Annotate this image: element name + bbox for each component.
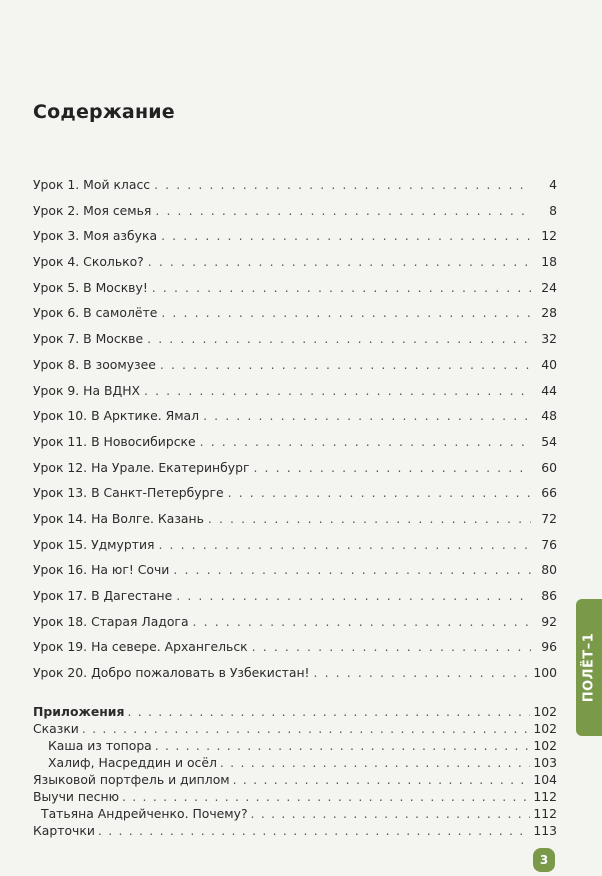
toc-entry[interactable] [33,403,557,429]
toc-entry-page: 44 [541,382,557,398]
toc-entry-label: Сказки [33,721,79,736]
toc-entry-label: Урок 16. На юг! Сочи [33,562,170,578]
toc-entry-page: 92 [541,613,557,629]
toc-entry-label: Урок 1. Мой класс [33,177,151,192]
toc-entry[interactable] [33,737,557,754]
toc-entry[interactable] [33,378,557,404]
toc-entry[interactable] [33,455,557,481]
dot-leader [251,805,531,822]
toc-entry-label: Урок 10. В Арктике. Ямал [33,408,200,424]
appendix-list [33,703,557,839]
dot-leader [147,326,531,352]
toc-entry-page: 28 [541,305,557,321]
toc-entry-label: Урок 5. В Москву! [33,279,148,295]
toc-entry[interactable] [33,720,557,737]
toc-entry-page: 86 [541,588,557,603]
dot-leader [193,609,531,635]
dot-leader [161,300,531,326]
toc-entry[interactable] [33,532,557,558]
toc-entry-label: Каша из топора [48,738,152,753]
toc-entry[interactable] [33,326,557,352]
toc-entry-page: 112 [533,806,557,821]
toc-entry[interactable] [33,660,557,686]
section-side-tab [576,599,602,736]
dot-leader [144,378,531,404]
toc-entry-label: Урок 2. Моя семья [33,202,152,218]
dot-leader [228,480,531,506]
toc-entry-page: 96 [541,639,557,655]
toc-entry[interactable] [33,480,557,506]
toc-entry-label: Урок 9. На ВДНХ [33,382,141,398]
toc-entry[interactable] [33,634,557,660]
dot-leader [200,429,531,455]
toc-entry[interactable] [33,771,557,788]
dot-leader [233,771,531,788]
dot-leader [208,506,531,532]
toc-entry[interactable] [33,506,557,532]
toc-entry-page: 8 [549,202,557,218]
dot-leader [220,754,530,771]
toc-entry-page: 60 [541,459,557,475]
toc-entry-page: 104 [533,772,557,787]
dot-leader [148,249,531,275]
dot-leader [253,455,531,481]
toc-entry-label: Урок 11. В Новосибирске [33,433,196,449]
toc-entry-label: Урок 12. На Урале. Екатеринбург [33,459,250,475]
dot-leader [314,660,530,686]
section-side-tab-label: ПОЛЁТ–1 [581,632,597,703]
toc-entry[interactable] [33,223,557,249]
toc-entry-page: 76 [541,536,557,552]
dot-leader [127,703,530,720]
toc-entry-label: Урок 17. В Дагестане [33,588,173,603]
toc-entry[interactable] [33,609,557,635]
page-number-badge: 3 [533,848,555,872]
dot-leader [160,352,531,378]
dot-leader [252,634,531,660]
toc-entry[interactable] [33,249,557,275]
toc-entry[interactable] [33,788,557,805]
toc-entry-label: Языковой портфель и диплом [33,772,230,787]
toc-entry-page: 48 [541,408,557,424]
toc-entry-label: Урок 18. Старая Ладога [33,613,189,629]
toc-entry[interactable] [33,805,557,822]
toc-entry-label: Выучи песню [33,789,119,804]
toc-entry-page: 72 [541,510,557,526]
toc-entry-label: Урок 4. Сколько? [33,254,144,270]
page-title: Содержание [33,101,175,123]
toc-entry[interactable] [33,429,557,455]
dot-leader [98,822,530,839]
toc-entry-page: 24 [541,279,557,295]
toc-entry[interactable] [33,822,557,839]
toc-entry-label: Урок 20. Добро пожаловать в Узбекистан! [33,665,310,681]
toc-entry-label: Урок 15. Удмуртия [33,536,155,552]
dot-leader [152,275,531,301]
toc-entry-page: 102 [533,721,557,736]
toc-entry-page: 100 [533,665,557,681]
toc-entry-label: Карточки [33,823,95,838]
toc-entry-label: Урок 7. В Москве [33,331,144,347]
toc-entry[interactable] [33,172,557,198]
toc-entry-label: Урок 19. На севере. Архангельск [33,639,248,655]
toc-entry-label: Урок 6. В самолёте [33,305,158,321]
toc-entry-label: Халиф, Насреддин и осёл [48,755,217,770]
toc-entry-page: 4 [549,177,557,192]
toc-entry[interactable] [33,557,557,583]
dot-leader [155,737,531,754]
toc-entry-page: 102 [533,738,557,753]
toc-entry-page: 112 [533,789,557,804]
toc-entry-page: 102 [533,704,557,719]
dot-leader [82,720,530,737]
appendix-heading[interactable] [33,703,557,720]
dot-leader [122,788,530,805]
toc-entry-label: Урок 13. В Санкт-Петербурге [33,485,224,501]
toc-entry-label: Урок 3. Моя азбука [33,228,158,244]
toc-entry-page: 54 [541,433,557,449]
toc-entry[interactable] [33,352,557,378]
dot-leader [173,557,531,583]
toc-entry-page: 40 [541,356,557,372]
dot-leader [176,583,531,609]
dot-leader [161,223,531,249]
toc-entry-page: 80 [541,562,557,578]
dot-leader [158,532,531,558]
toc-entry-page: 103 [533,755,557,770]
toc-entry-label: Урок 14. На Волге. Казань [33,510,204,526]
dot-leader [154,172,531,198]
toc-entry-label: Урок 8. В зоомузее [33,356,156,372]
toc-entry-page: 32 [541,331,557,347]
dot-leader [155,198,531,224]
toc-entry-page: 18 [541,254,557,270]
dot-leader [203,403,531,429]
toc-entry[interactable] [33,198,557,224]
toc-entry-page: 66 [541,485,557,501]
toc-entry-label: Приложения [33,704,125,719]
toc-entry[interactable] [33,754,557,771]
toc-entry[interactable] [33,300,557,326]
toc-entry-page: 113 [533,823,557,838]
toc-entry-label: Татьяна Андрейченко. Почему? [41,806,248,821]
toc-entry-page: 12 [541,228,557,244]
toc-entry[interactable] [33,275,557,301]
toc-entry[interactable] [33,583,557,609]
lessons-list [33,172,557,686]
